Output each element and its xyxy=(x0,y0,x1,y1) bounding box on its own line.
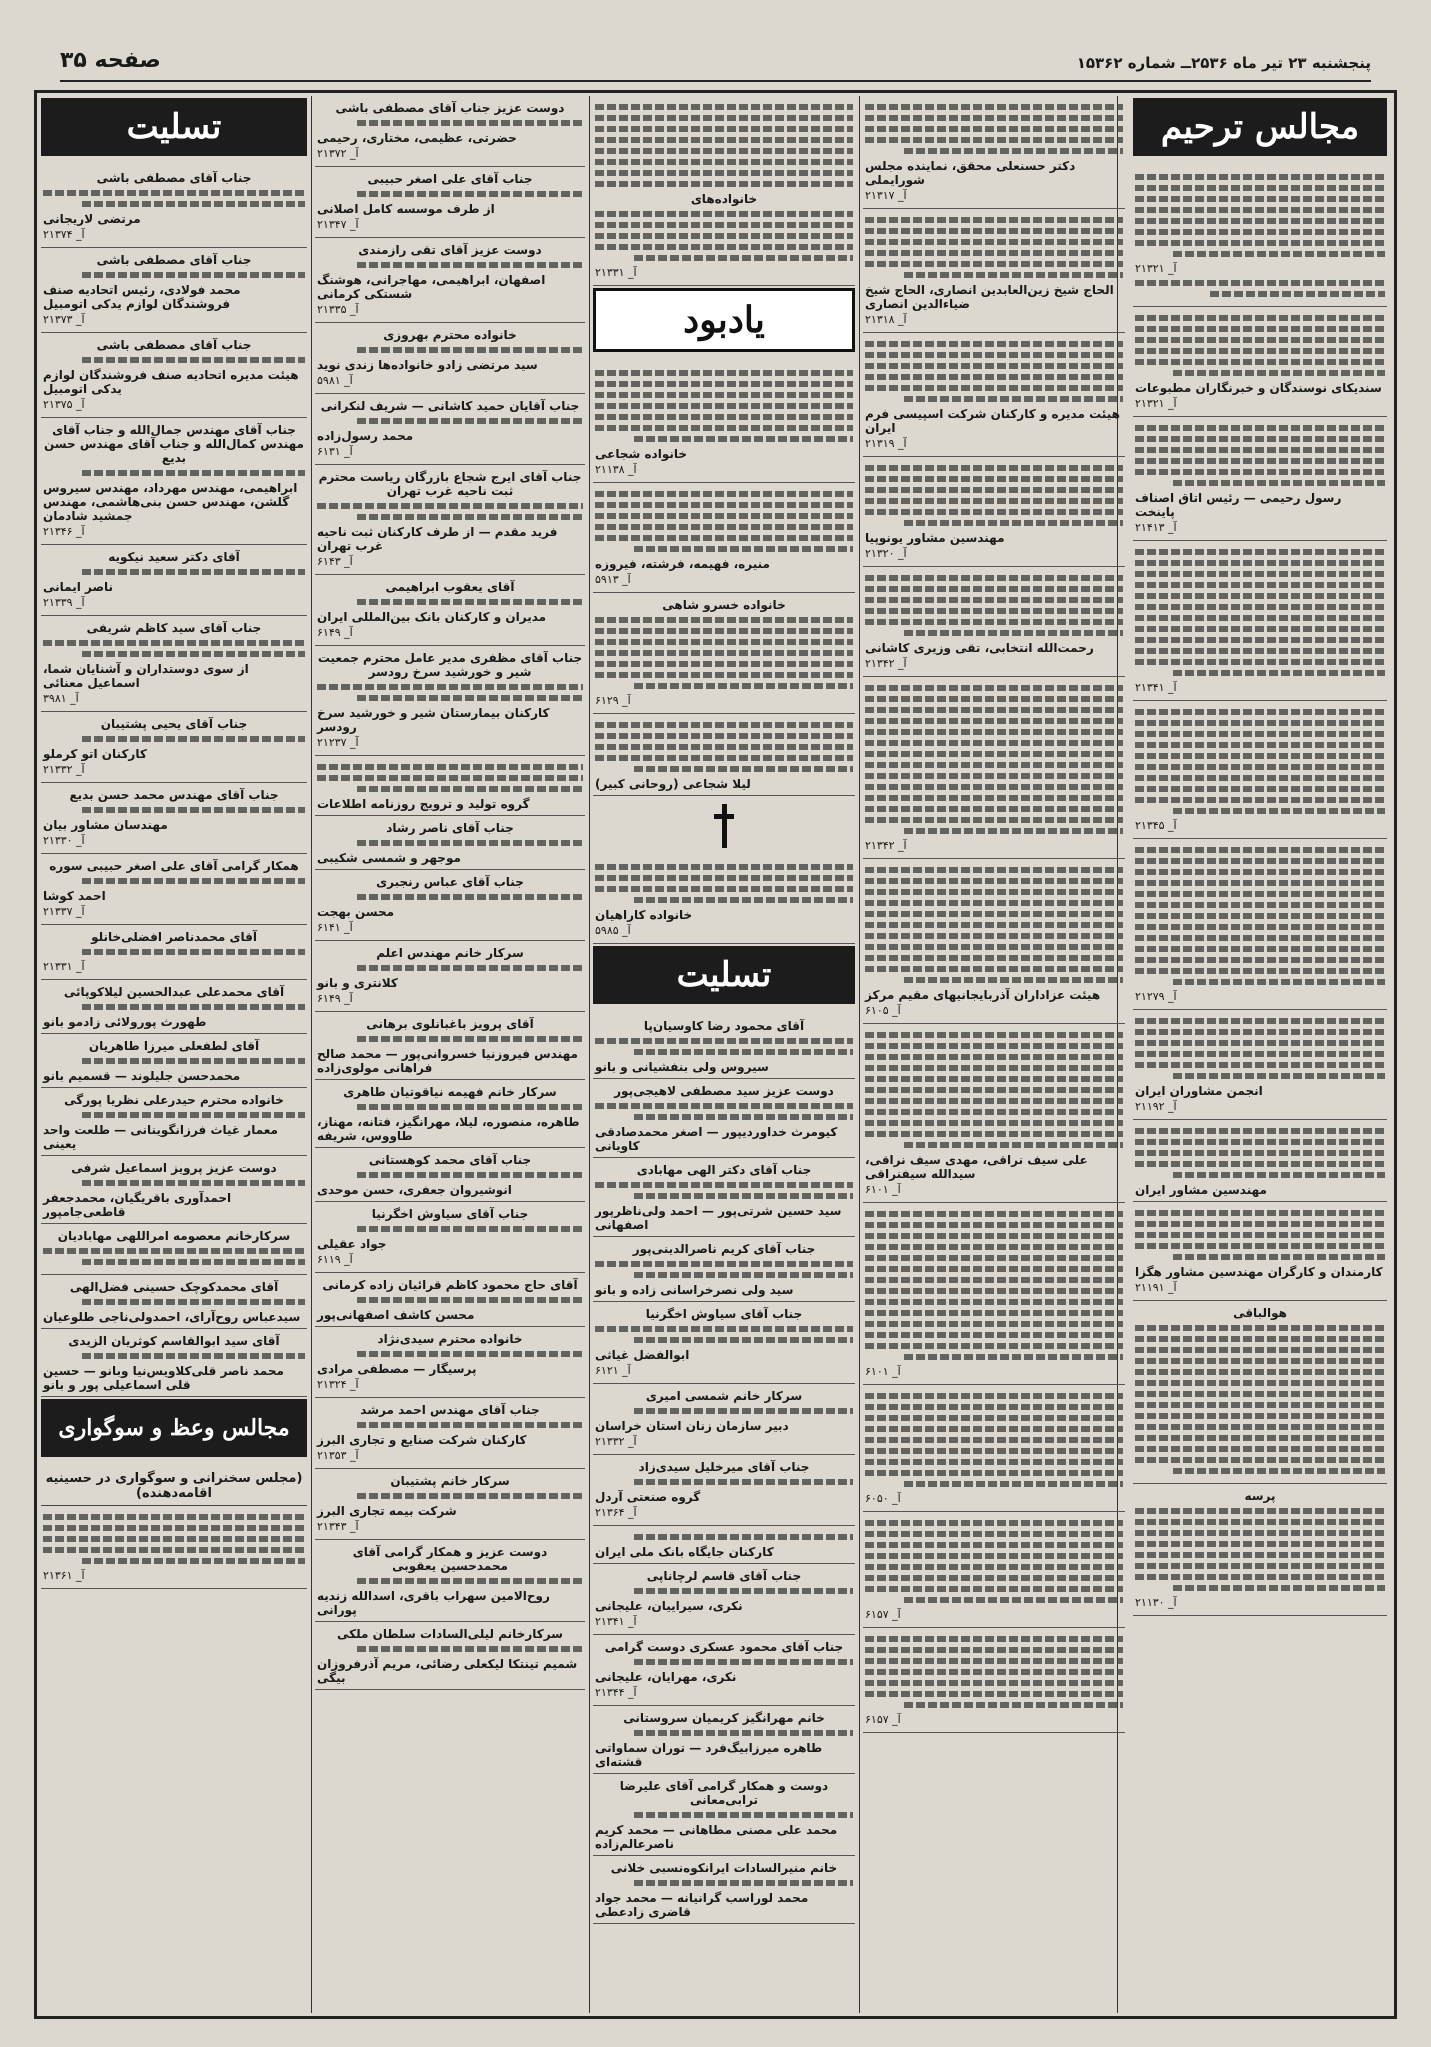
notice-code: آ_ ۲۱۳۲۱ xyxy=(1135,262,1177,275)
notice xyxy=(315,816,585,870)
notice-signature: مهندسین مشاور ایران xyxy=(1135,1183,1267,1197)
notice xyxy=(593,1079,855,1158)
notice-signature: سیدعباس روح‌آرای، احمدولی‌ناجی طلوعیان xyxy=(43,1310,301,1324)
notice-heading: سرکارخانم لیلی‌السادات سلطان ملکی xyxy=(337,1627,563,1641)
notice-heading: جناب آقای مهندس احمد مرشد xyxy=(360,1403,540,1417)
notice-signature: رسول رحیمی — رئیس اتاق اصناف پاینخت xyxy=(1135,491,1342,519)
notice xyxy=(41,1034,307,1088)
notice xyxy=(1133,701,1387,839)
notice-signature: دکتر حسنعلی محقق، نماینده مجلس شورایملی xyxy=(865,159,1076,187)
notice xyxy=(593,1384,855,1455)
notice xyxy=(593,593,855,714)
notice-heading: جناب آقای یحیی پشتیبان xyxy=(100,717,248,731)
notice xyxy=(1133,1301,1387,1484)
notice xyxy=(1133,417,1387,541)
notice-heading: جناب آقای مصطفی باشی xyxy=(96,338,252,352)
notice-heading: جناب آقای مهندس جمال‌الله و جناب آقای مهندس کمال‌الله و جناب آقای مهندس حسن بدیع xyxy=(44,423,304,465)
notice xyxy=(41,783,307,854)
notice-signature: اصفهان، ابراهیمی، مهاجرانی، هوشنگ شستکی کرمانی xyxy=(317,273,546,301)
notice-signature: شرکت بیمه تجاری البرز xyxy=(317,1504,457,1518)
notice-heading: جناب آقای عباس رنجبری xyxy=(376,875,524,889)
notice-heading: جناب آقای مصطفی باشی xyxy=(96,171,252,185)
notice xyxy=(41,616,307,712)
notice xyxy=(593,1706,855,1774)
notice-heading: آقای سید ابوالقاسم کوثریان الزیدی xyxy=(68,1334,280,1348)
notice xyxy=(593,856,855,944)
notice-signature: طاهره میرزابیگ‌فرد — توران سماواتی قشته‌ای xyxy=(595,1741,823,1769)
notice xyxy=(41,1506,307,1589)
notice xyxy=(315,1202,585,1273)
notice-code: آ_ ۲۱۳۷۳ xyxy=(43,313,85,326)
notice-signature: علی سیف نراقی، مهدی سیف نراقی، سیدالله سیفنراقی xyxy=(865,1153,1088,1181)
notice xyxy=(315,1327,585,1398)
notice-heading: آقای محمدکوچک حسینی فضل‌الهی xyxy=(69,1280,279,1294)
notice-heading: آقای محمود رضا کاوسیان‌پا xyxy=(643,1019,805,1033)
section-banner-vaz: مجالس وعظ و سوگواری xyxy=(41,1399,307,1457)
notice-code: آ_ ۲۱۴۱۳ xyxy=(1135,521,1177,534)
notice-code: آ_ ۲۱۳۴۷ xyxy=(317,218,359,231)
notice-heading: پرسه xyxy=(1244,1489,1276,1503)
notice-code: آ_ ۶۱۴۱ xyxy=(317,921,353,934)
notice-heading: آقای یعقوب ابراهیمی xyxy=(385,580,515,594)
notice-heading: خانم منیرالسادات ایرانکوه‌نسبی خلانی xyxy=(610,1861,838,1875)
notice xyxy=(1133,1010,1387,1120)
notice xyxy=(1133,1120,1387,1202)
notice-heading: جناب آقای علی اصغر حبیبی xyxy=(367,172,533,186)
notice-signature: لیلا شجاعی (روحانی کبیر) xyxy=(595,777,751,791)
notice-code: آ_ ۲۱۳۶۴ xyxy=(595,1506,637,1519)
notice xyxy=(593,483,855,593)
notice-signature: گروه صنعتی آردل xyxy=(595,1490,701,1504)
notice xyxy=(315,465,585,575)
notice-signature: ناصر ایمانی xyxy=(43,580,114,594)
notice-code: آ_ ۶۱۲۹ xyxy=(595,694,631,707)
notice-heading: جناب آقای محمد کوهستانی xyxy=(368,1153,532,1167)
notice xyxy=(863,209,1125,333)
notice xyxy=(863,1024,1125,1203)
notice-signature: کارکنان بیمارستان شیر و خورشید سرخ رودسر xyxy=(317,706,550,734)
notice-signature: شمیم تینتکا لیکعلی رضائی، مریم آذرفروزان بیگی xyxy=(317,1657,578,1685)
notice-code: آ_ ۲۱۳۵۳ xyxy=(317,1449,359,1462)
column-yadbud xyxy=(593,96,855,2013)
notice-code: آ_ ۲۱۳۳۹ xyxy=(43,596,85,609)
page-number: صفحه ۳۵ xyxy=(60,48,161,73)
notice-signature: مهندس فیروزنیا خسروانی‌پور — محمد صالح فراهانی مولوی‌زاده xyxy=(317,1047,578,1075)
notice xyxy=(593,1455,855,1526)
notice xyxy=(315,1622,585,1690)
notice xyxy=(1133,1484,1387,1616)
notice-signature: انوشیروان جعفری، حسن موحدی xyxy=(317,1183,512,1197)
notice xyxy=(41,712,307,783)
notice xyxy=(41,854,307,925)
notice-code: آ_ ۲۱۱۳۸ xyxy=(595,463,637,476)
notice xyxy=(315,756,585,816)
notice-heading: آقای محمدناصر افضلی‌خانلو xyxy=(91,930,257,944)
notice-signature: محمد علی مصنی مطاهانی — محمد کریم ناصرعالم‌زاده xyxy=(595,1823,838,1851)
notice-heading: دوست عزیز پرویز اسماعیل شرفی xyxy=(71,1161,277,1175)
notice-signature: مهندسین مشاور یونوپیا xyxy=(865,531,1005,545)
cross-icon xyxy=(714,804,734,848)
notice xyxy=(315,1080,585,1148)
section-banner-yadbud: یادبود xyxy=(593,288,855,352)
notice xyxy=(315,167,585,238)
notice xyxy=(41,418,307,545)
notice-signature: دبیر سازمان زنان استان خراسان xyxy=(595,1419,789,1433)
notice xyxy=(593,362,855,483)
notice-heading: جناب آقای مظفری مدیر عامل محترم جمعیت شیر و خورشید سرخ رودسر xyxy=(317,651,583,679)
notice-heading: جناب آقای دکتر الهی مهابادی xyxy=(636,1163,812,1177)
notice-signature: محمد ناصر قلی‌کلاویس‌نیا وبانو — حسین قلی اسماعیلی پور و بانو xyxy=(43,1364,284,1392)
notice xyxy=(315,238,585,323)
column-rule xyxy=(311,96,312,2013)
notice-signature: خانواده شجاعی xyxy=(595,447,688,461)
notice-signature: از طرف موسسه کامل اصلانی xyxy=(317,202,495,216)
notice-signature: جواد عقیلی xyxy=(317,1237,387,1251)
notice-code: آ_ ۶۱۱۹ xyxy=(317,1253,353,1266)
notice xyxy=(315,1148,585,1202)
notice-code: آ_ ۲۱۳۶۱ xyxy=(43,1569,85,1582)
notice-heading: دوست عزیز آقای تقی رازمندی xyxy=(358,243,542,257)
notice-signature: موجهر و شمسی شکیبی xyxy=(317,851,461,865)
notice xyxy=(41,925,307,980)
notice-signature: مهندسان مشاور بیان xyxy=(43,818,168,832)
notice-heading: سرکار خانم شمسی امیری xyxy=(645,1389,803,1403)
notice xyxy=(863,1385,1125,1512)
notice xyxy=(315,394,585,465)
notice-signature: منیره، فهیمه، فرشته، فیروزه xyxy=(595,557,770,571)
notice xyxy=(315,941,585,1012)
issue-date: پنجشنبه ۲۳ تیر ماه ۲۵۳۶ــ شماره ۱۵۳۶۲ xyxy=(1076,54,1371,72)
notice-heading: آقای پرویز باغبانلوی برهانی xyxy=(366,1017,534,1031)
notice xyxy=(315,646,585,756)
notice-signature: حضرتی، عظیمی، مختاری، رحیمی xyxy=(317,131,517,145)
column-tarhim xyxy=(1133,96,1387,2013)
notice xyxy=(863,1203,1125,1385)
notice-signature: ابوالفضل غیاثی xyxy=(595,1348,690,1362)
notice xyxy=(315,1273,585,1327)
notice-signature: گروه تولید و ترویج روزنامه اطلاعات xyxy=(317,797,530,811)
notice-heading: جناب آقای سیاوش اخگرنیا xyxy=(371,1207,529,1221)
notice-code: آ_ ۲۱۳۱۷ xyxy=(865,189,907,202)
notice xyxy=(41,1088,307,1156)
notice-signature: کارکنان اتو کرملو xyxy=(43,747,147,761)
notice xyxy=(41,166,307,248)
notice-signature: محمدحسن جلیلوند — قسمیم بانو xyxy=(43,1069,241,1083)
notice-code: آ_ ۶۱۵۷ xyxy=(865,1608,901,1621)
notice-heading: خانواده خسرو شاهی xyxy=(662,598,786,612)
notice-code: آ_ ۶۱۳۱ xyxy=(317,445,353,458)
notice-signature: محسن کاشف اصفهانی‌پور xyxy=(317,1308,475,1322)
notice-signature: خانواده کاراهیان xyxy=(595,908,693,922)
section-banner-tarhim: مجالس ترحیم xyxy=(1133,98,1387,156)
notice-code: آ_ ۲۱۲۷۹ xyxy=(1135,990,1177,1003)
notice-signature: روح‌الامین سهراب باقری، اسدالله زندیه پورانی xyxy=(317,1589,550,1617)
column-rule xyxy=(859,96,860,2013)
notice-heading: همکار گرامی آقای علی اصغر حبیبی سوره xyxy=(49,859,299,873)
notice-signature: ابراهیمی، مهندس مهرداد، مهندس سیروس گلشن، مهندس حسن بنی‌هاشمی، مهندس جمشید شادمان xyxy=(43,481,298,523)
notice xyxy=(593,714,855,796)
notice xyxy=(863,1512,1125,1628)
notice xyxy=(41,980,307,1034)
notice-signature: محمد رسول‌زاده xyxy=(317,429,414,443)
notice-signature: رحمت‌الله انتخابی، تقی وزیری کاشانی xyxy=(865,641,1094,655)
notice-code: آ_ ۲۱۳۴۴ xyxy=(595,1686,637,1699)
page-header xyxy=(60,48,1371,82)
notice-code: آ_ ۲۱۳۴۵ xyxy=(1135,819,1177,832)
notice-signature: کارمندان و کارگران مهندسین مشاور هگزا xyxy=(1135,1265,1383,1279)
notice-code: آ_ ۵۹۱۳ xyxy=(595,573,631,586)
notice-signature: سیروس ولی بنفشیانی و بانو xyxy=(595,1060,769,1074)
notice-heading: جناب آقایان حمید کاشانی — شریف لنکرانی xyxy=(320,399,580,413)
notice-signature: احمد کوشا xyxy=(43,889,106,903)
notice-code: آ_ ۲۱۳۴۳ xyxy=(317,1520,359,1533)
notice-heading: دوست و همکار گرامی آقای علیرضا ترابی‌معانی xyxy=(619,1779,829,1807)
notice xyxy=(593,1526,855,1564)
notice-code: آ_ ۲۱۳۳۵ xyxy=(317,303,359,316)
notice xyxy=(315,1012,585,1080)
notice-heading: جناب آقای مصطفی باشی xyxy=(96,253,252,267)
notice-signature: پرسیگار — مصطفی مرادی xyxy=(317,1362,477,1376)
column-rule xyxy=(589,96,590,2013)
notice-heading: خانواده‌های xyxy=(690,192,758,206)
notice xyxy=(315,96,585,167)
notice-code: آ_ ۶۱۴۹ xyxy=(317,992,353,1005)
notice-heading: جناب آقای سیاوش اخگرنیا xyxy=(645,1307,803,1321)
column-tasliyat xyxy=(41,96,307,2013)
notice xyxy=(593,1302,855,1384)
notice xyxy=(863,859,1125,1024)
notice-heading: جناب آقای قاسم لرچاناپی xyxy=(646,1569,802,1583)
notice-code: آ_ ۶۱۲۱ xyxy=(595,1364,631,1377)
notice-signature: مرتضی لاریجانی xyxy=(43,212,141,226)
notice xyxy=(315,575,585,646)
notice-code: آ_ ۲۱۳۴۱ xyxy=(1135,681,1177,694)
notice-code: آ_ ۶۱۰۱ xyxy=(865,1183,901,1196)
notice xyxy=(1133,1202,1387,1301)
notice xyxy=(863,677,1125,859)
notice-signature: محمد لوراسب گرانیانه — محمد جواد قاضری زادعطی xyxy=(595,1891,809,1919)
notice xyxy=(41,333,307,418)
notice-code: آ_ ۲۱۱۳۰ xyxy=(1135,1596,1177,1609)
notice xyxy=(593,1158,855,1237)
notice-signature: سید مرتضی زادو خانواده‌ها زندی نوید xyxy=(317,358,538,372)
notice xyxy=(863,333,1125,457)
vaz-subtitle: (مجلس سخنرانی و سوگواری در حسینیه اقامه‌دهنده) xyxy=(41,1467,307,1506)
notice-signature: نکری، مهرایان، علیجانی xyxy=(595,1670,737,1684)
notice-heading: سرکار خانم فهیمه نیاقوتیان طاهری xyxy=(343,1085,557,1099)
notice-heading: آقای محمدعلی عبدالحسین لیلاکوپائی xyxy=(63,985,285,999)
notice-code: آ_ ۶۱۵۷ xyxy=(865,1713,901,1726)
notice-signature: معمار غیاث فرزانگوینانی — طلعت واحد یعینی xyxy=(43,1123,278,1151)
notice-code: آ_ ۵۹۸۱ xyxy=(317,374,353,387)
notice xyxy=(315,323,585,394)
notice-code: آ_ ۲۱۳۲۴ xyxy=(317,1378,359,1391)
notice xyxy=(41,1224,307,1275)
notice-signature: کلانتری و بانو xyxy=(317,976,398,990)
notice xyxy=(863,96,1125,209)
notice-code: آ_ ۶۱۴۹ xyxy=(317,626,353,639)
notice xyxy=(863,457,1125,567)
notice-heading: هوالباقی xyxy=(1233,1306,1287,1320)
notice-code: آ_ ۲۱۳۳۰ xyxy=(43,834,85,847)
notice-signature: هیئت عزاداران آذربایجانیهای مقیم مرکز xyxy=(865,988,1101,1002)
notice-code: آ_ ۲۱۳۳۷ xyxy=(43,905,85,918)
column-tasliyat-2 xyxy=(315,96,585,2013)
notice-heading: جناب آقای میرخلیل سیدی‌زاد xyxy=(638,1460,810,1474)
notice-signature: انجمن مشاوران ایران xyxy=(1135,1084,1263,1098)
notice-heading: جناب آقای سید کاظم شریفی xyxy=(86,621,262,635)
notice-signature: از سوی دوستداران و آشنایان شما، اسماعیل معنائی xyxy=(43,662,249,690)
section-banner-tasliyat-center: تسلیت xyxy=(593,946,855,1004)
notice-heading: سرکار خانم مهندس اعلم xyxy=(376,946,524,960)
notice-code: آ_ ۲۱۳۳۲ xyxy=(595,1435,637,1448)
notice-heading: جناب آقای کریم ناصرالدینی‌پور xyxy=(632,1242,816,1256)
notice-code: آ_ ۲۱۳۳۱ xyxy=(43,960,85,973)
notice-signature: محمد فولادی، رئیس اتحادیه صنف فروشندگان لوازم یدکی اتومبیل xyxy=(43,283,241,311)
notice xyxy=(863,1628,1125,1733)
section-banner-tasliyat: تسلیت xyxy=(41,98,307,156)
notice-code: آ_ ۲۱۳۷۲ xyxy=(317,147,359,160)
notice-signature: کارکنان شرکت صنایع و تجاری البرز xyxy=(317,1433,527,1447)
notice-signature: کارکنان جایگاه بانک ملی ایران xyxy=(595,1545,774,1559)
notice-code: آ_ ۶۱۰۱ xyxy=(865,1365,901,1378)
notice-heading: آقای حاج محمود کاظم قرائیان زاده کرمانی xyxy=(322,1278,578,1292)
notice-signature: احمدآوری باقریگیان، محمدجعفر قاطعی‌جامپور xyxy=(43,1191,232,1219)
notice-code: آ_ ۲۱۳۳۲ xyxy=(43,763,85,776)
notice-signature: هیئت مدیره و کارکنان شرکت اسپیسی فرم ایران xyxy=(865,407,1120,435)
notice-heading: خانواده محترم حیدرعلی نظریا پورگی xyxy=(64,1093,284,1107)
notice xyxy=(315,1398,585,1469)
notice xyxy=(593,1856,855,1924)
notice xyxy=(1133,541,1387,701)
notice-code: آ_ ۲۱۳۴۶ xyxy=(43,525,85,538)
notice-code: آ_ ۲۱۱۹۲ xyxy=(1135,1100,1177,1113)
notice-heading: خانم مهرانگیز کریمیان سروستانی xyxy=(623,1711,825,1725)
notice-heading: جناب آقای محمود عسکری دوست گرامی xyxy=(604,1640,844,1654)
notice xyxy=(41,1156,307,1224)
notice-code: آ_ ۲۱۳۷۵ xyxy=(43,398,85,411)
notice xyxy=(315,870,585,941)
notice xyxy=(41,248,307,333)
notice-heading: جناب آقای ناصر رشاد xyxy=(386,821,514,835)
notice-heading: دوست عزیز سید مصطفی لاهیجی‌پور xyxy=(614,1084,834,1098)
notice xyxy=(593,1635,855,1706)
notice-heading: سرکار خانم پشتیبان xyxy=(390,1474,510,1488)
notice-signature: سندیکای نوسندگان و خبرنگاران مطبوعات xyxy=(1135,381,1382,395)
notice xyxy=(41,1329,307,1397)
notice xyxy=(315,1540,585,1622)
notice xyxy=(1133,307,1387,417)
notice-signature: کیومرث خداوردیپور — اصغر محمدصادقی کاویانی xyxy=(595,1125,838,1153)
notice xyxy=(593,1237,855,1302)
notice-code: آ_ ۲۱۱۹۱ xyxy=(1135,1281,1177,1294)
notice-code: آ_ ۳۹۸۱ xyxy=(43,692,79,705)
notice xyxy=(41,545,307,616)
notice-heading: جناب آقای مهندس محمد حسن بدیع xyxy=(69,788,279,802)
notice-code: آ_ ۲۱۳۱۸ xyxy=(865,313,907,326)
column-tarhim-2 xyxy=(863,96,1125,2013)
notice-code: آ_ ۶۱۴۳ xyxy=(317,555,353,568)
notice-code: آ_ ۲۱۳۱۹ xyxy=(865,437,907,450)
notice-signature: الحاج شیخ زین‌العابدین انصاری، الحاج شیخ ضیاءالدین انصاری xyxy=(865,283,1114,311)
notice-code: آ_ ۲۱۳۲۰ xyxy=(865,547,907,560)
notice-signature: طاهره، منصوره، لیلا، مهرانگیز، فتانه، مهناز، طاووس، شریفه xyxy=(317,1115,580,1143)
notice-code: آ_ ۲۱۲۳۷ xyxy=(317,736,359,749)
notice-signature: فرید مقدم — از طرف کارکنان ثبت ناحیه غرب تهران xyxy=(317,525,558,553)
notice-code: آ_ ۵۹۸۵ xyxy=(595,924,631,937)
notice-signature: سید حسین شرتی‌پور — احمد ولی‌ناظرپور اصفهانی xyxy=(595,1204,842,1232)
notice-code: آ_ ۲۱۳۳۱ xyxy=(595,266,637,279)
notice-code: آ_ ۲۱۳۷۴ xyxy=(43,228,85,241)
notice xyxy=(1133,166,1387,307)
notice xyxy=(593,1774,855,1856)
notice-heading: خانواده محترم بهروزی xyxy=(383,328,517,342)
notice-signature: هیئت مدیره اتحادیه صنف فروشندگان لوازم یدکی اتومبیل xyxy=(43,368,299,396)
notice-code: آ_ ۶۱۰۵ xyxy=(865,1004,901,1017)
notice-code: آ_ ۲۱۳۴۲ xyxy=(865,839,907,852)
notice-code: آ_ ۶۰۵۰ xyxy=(865,1492,901,1505)
notice-signature: طهورث پورولائی زادمو بانو xyxy=(43,1015,207,1029)
notice-signature: محسن بهجت xyxy=(317,905,395,919)
notice-heading: آقای لطفعلی میرزا طاهریان xyxy=(88,1039,260,1053)
notice-signature: مدیران و کارکنان بانک بین‌المللی ایران xyxy=(317,610,547,624)
notice-heading: سرکارخانم معصومه امراللهی مهابادیان xyxy=(57,1229,291,1243)
notice-heading: دوست عزیز و همکار گرامی آقای محمدحسین یعقوبی xyxy=(352,1545,548,1573)
notice-code: آ_ ۲۱۳۴۱ xyxy=(595,1615,637,1628)
notice-signature: نکری، سیراییان، علیجانی xyxy=(595,1599,743,1613)
notice-signature: سید ولی نصرخراسانی زاده و بانو xyxy=(595,1283,794,1297)
notice-heading: خانواده محترم سیدی‌نژاد xyxy=(377,1332,523,1346)
notice-code: آ_ ۲۱۳۴۲ xyxy=(865,657,907,670)
notice-heading: جناب آقای ایرج شجاع بازرگان ریاست محترم ثبت ناحیه غرب تهران xyxy=(318,470,582,498)
notice xyxy=(1133,839,1387,1010)
notice-code: آ_ ۲۱۳۲۱ xyxy=(1135,397,1177,410)
notice xyxy=(41,1275,307,1329)
notice-heading: دوست عزیز جناب آقای مصطفی باشی xyxy=(335,101,565,115)
notice xyxy=(863,567,1125,677)
notice xyxy=(593,96,855,286)
notice xyxy=(315,1469,585,1540)
notice xyxy=(593,1014,855,1079)
notice xyxy=(593,1564,855,1635)
notice-heading: آقای دکتر سعید نیکویه xyxy=(108,550,240,564)
